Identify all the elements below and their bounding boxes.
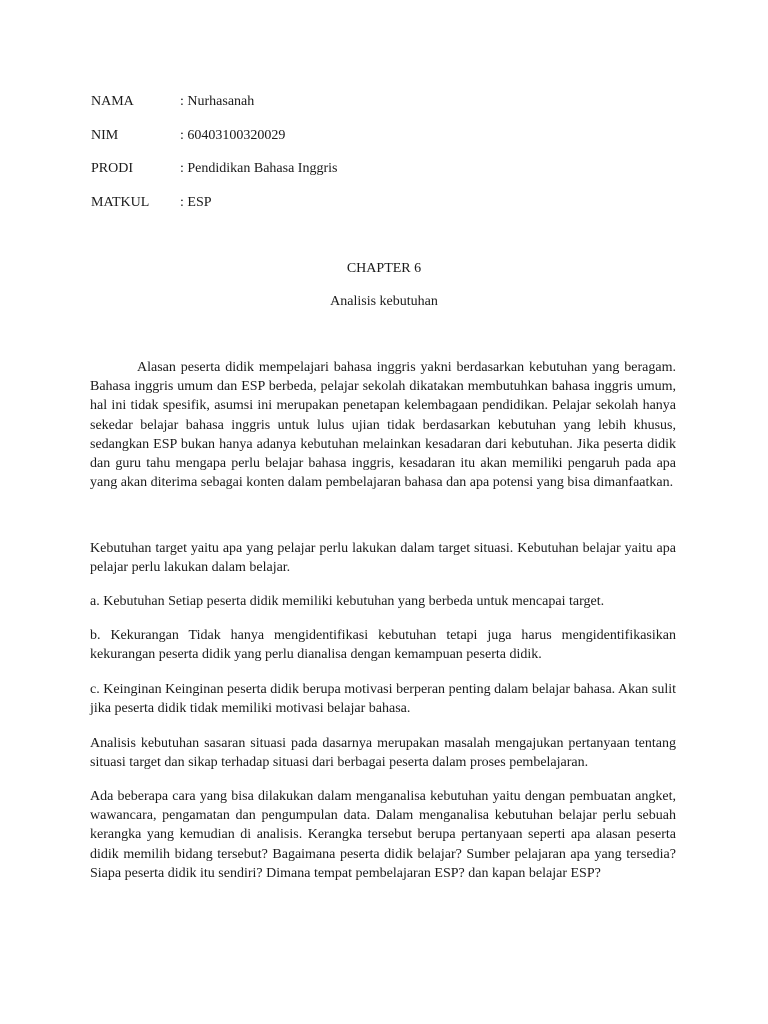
paragraph-list-c: c. Keinginan Keinginan peserta didik berupa motivasi berperan penting dalam belajar bahasa. Akan sulit jika peserta didik tidak memiliki motivasi belajar bahasa. (90, 682, 676, 717)
nim-row (91, 126, 285, 146)
paragraph-6: Analisis kebutuhan sasaran situasi pada dasarnya merupakan masalah mengajukan pertanyaan tentang situasi target dan sikap terhadap situasi dari berbagai peserta dalam proses pembelajaran. (90, 736, 676, 771)
matkul-label: MATKUL (91, 195, 150, 210)
nama-row (91, 92, 254, 112)
nim-value: : 60403100320029 (180, 128, 286, 143)
nama-label: NAMA (91, 94, 134, 109)
chapter-subtitle: Analisis kebutuhan (330, 294, 438, 309)
prodi-row (91, 159, 337, 179)
paragraph-list-b: b. Kekurangan Tidak hanya mengidentifikasi kebutuhan tetapi juga harus mengidentifikasikan kekurangan peserta didik yang perlu dianalisa dengan kemampuan peserta didik. (90, 628, 676, 663)
nama-value: : Nurhasanah (180, 94, 255, 109)
paragraph-7: Ada beberapa cara yang bisa dilakukan dalam menganalisa kebutuhan yaitu dengan pembuatan angket, wawancara, pengamatan dan pengumpulan data. Dalam menganalisa kebutuhan belajar perlu sebuah kerangka yang kemudian di analisis. Kerangka tersebut berupa pertanyaan seperti apa alasan peserta didik memilih bidang tersebut? Bagaimana peserta didik belajar? Sumber pelajaran apa yang tersedia? Siapa peserta didik itu sendiri? Dimana tempat pembelajaran ESP? dan kapan belajar ESP? (90, 789, 676, 881)
paragraph-1: Alasan peserta didik mempelajari bahasa inggris yakni berdasarkan kebutuhan yang beragam. Bahasa inggris umum dan ESP berbeda, pelajar sekolah dikatakan membutuhkan bahasa inggris umum, hal ini tidak spesifik, asumsi ini merupakan penetapan kelembagaan pendidikan. Pelajar sekolah hanya sekedar belajar bahasa inggris untuk lulus ujian tidak berdasarkan kebutuhan yang lebih khusus, sedangkan ESP bukan hanya adanya kebutuhan melainkan kesadaran dari kebutuhan. Jika peserta didik dan guru tahu mengapa perlu belajar bahasa inggris, kesadaran itu akan memiliki pengaruh pada apa yang akan diterima sebagai konten dalam pembelajaran bahasa dan apa potensi yang bisa dimanfaatkan. (90, 360, 676, 491)
prodi-label: PRODI (91, 161, 134, 176)
paragraph-2: Kebutuhan target yaitu apa yang pelajar perlu lakukan dalam target situasi. Kebutuhan belajar yaitu apa pelajar perlu lakukan dalam belajar. (90, 541, 676, 576)
paragraph-list-a: a. Kebutuhan Setiap peserta didik memiliki kebutuhan yang berbeda untuk mencapai target. (90, 594, 605, 609)
prodi-value: : Pendidikan Bahasa Inggris (180, 161, 338, 176)
chapter-title: CHAPTER 6 (346, 261, 422, 276)
nim-label: NIM (91, 128, 119, 143)
matkul-value: : ESP (180, 195, 212, 210)
matkul-row (91, 193, 212, 213)
